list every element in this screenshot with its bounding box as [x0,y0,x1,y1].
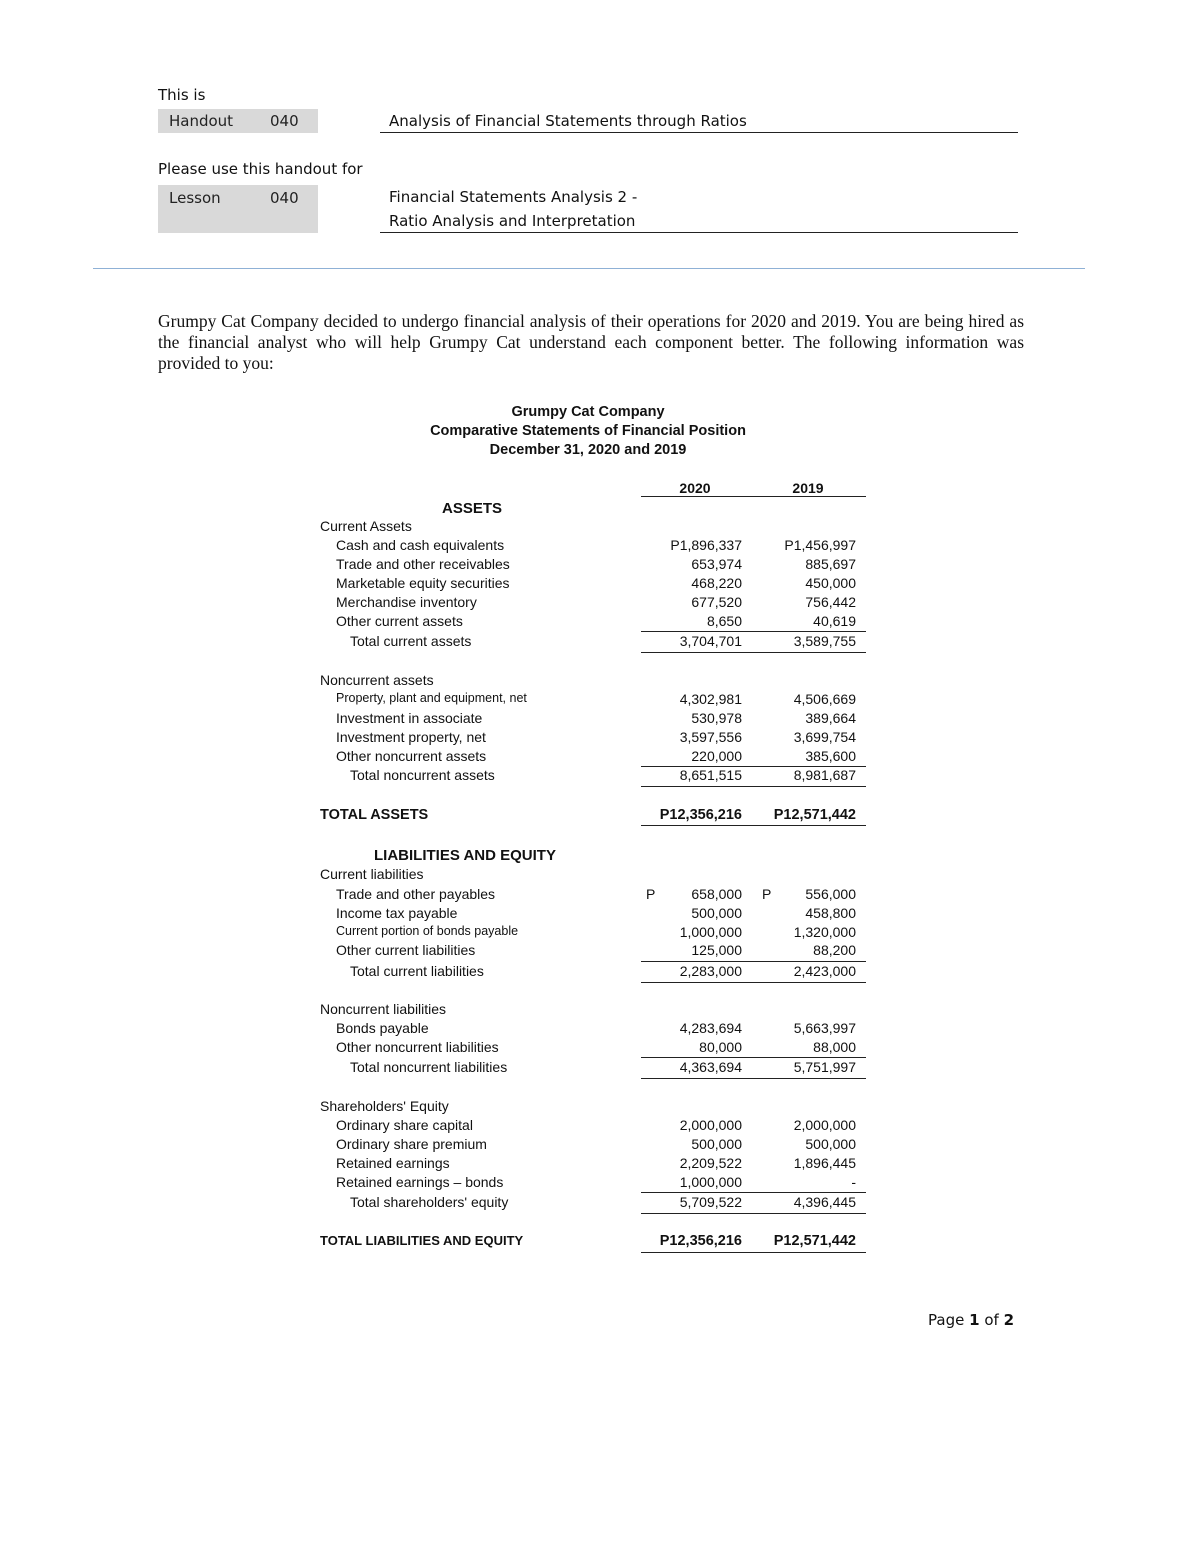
statement-row: Marketable equity securities 468,220 450,000 [336,575,856,591]
lesson-number: 040 [270,189,299,207]
section-divider [93,268,1085,269]
lesson-title-underline [380,232,1018,233]
total-underline [641,786,866,787]
year-2019-header: 2019 [792,480,824,496]
company-name: Grumpy Cat Company [511,404,665,420]
statement-date: December 31, 2020 and 2019 [489,442,687,458]
statement-row: Current portion of bonds payable 1,000,000 1,320,000 [336,924,856,940]
statement-row: Other current liabilities 125,000 88,200 [336,942,856,958]
subtotal-underline [641,766,866,767]
lesson-title-line2: Ratio Analysis and Interpretation [389,212,636,230]
subtotal-underline [641,1192,866,1193]
handout-title-underline [380,132,1018,133]
total-noncurrent-liabilities-row: Total noncurrent liabilities 4,363,694 5,751,997 [350,1059,856,1075]
page-number: Page 1 of 2 [928,1311,1015,1329]
total-underline [641,1078,866,1079]
double-underline [641,825,866,826]
total-underline [641,982,866,983]
statement-row: Other current assets 8,650 40,619 [336,613,856,629]
total-equity-row: Total shareholders' equity 5,709,522 4,396,445 [350,1194,856,1210]
assets-heading: ASSETS [442,500,503,517]
intro-paragraph: Grumpy Cat Company decided to undergo financial analysis of their operations for 2020 and 2019. You are being hired as the financial analyst who will help Grumpy Cat understand each component better. The following information was provided to you: [158,311,1024,373]
statement-row: Ordinary share capital 2,000,000 2,000,000 [336,1117,856,1133]
subtotal-underline [641,1057,866,1058]
equity-heading: Shareholders' Equity [320,1098,449,1114]
please-use-label: Please use this handout for [158,160,363,178]
statement-row: Cash and cash equivalents P1,896,337 P1,456,997 [336,537,856,553]
total-liabilities-equity-row: TOTAL LIABILITIES AND EQUITY P12,356,216 P12,571,442 [320,1233,856,1249]
year-header-underline [641,496,866,497]
statement-row: Income tax payable 500,000 458,800 [336,905,856,921]
total-noncurrent-assets-row: Total noncurrent assets 8,651,515 8,981,687 [350,767,856,783]
subtotal-underline [641,961,866,962]
subtotal-underline [641,631,866,632]
handout-number: 040 [270,112,299,130]
this-is-label: This is [158,86,206,104]
statement-row: Retained earnings – bonds 1,000,000 - [336,1174,856,1190]
statement-row: Merchandise inventory 677,520 756,442 [336,594,856,610]
statement-row: Trade and other receivables 653,974 885,697 [336,556,856,572]
statement-row: Trade and other payables P 658,000 P 556,000 [336,886,856,902]
handout-title: Analysis of Financial Statements through Ratios [389,112,747,130]
lesson-title-line1: Financial Statements Analysis 2 - [389,188,638,206]
statement-row: Bonds payable 4,283,694 5,663,997 [336,1020,856,1036]
statement-row: Investment property, net 3,597,556 3,699,754 [336,729,856,745]
noncurrent-assets-heading: Noncurrent assets [320,672,434,688]
year-2020-header: 2020 [679,480,711,496]
lesson-label: Lesson [169,189,221,207]
total-underline [641,652,866,653]
liabilities-equity-heading: LIABILITIES AND EQUITY [374,847,556,864]
double-underline [641,1252,866,1253]
lesson-label-box [158,185,318,233]
statement-row: Other noncurrent liabilities 80,000 88,000 [336,1039,856,1055]
statement-row: Property, plant and equipment, net 4,302,981 4,506,669 [336,691,856,707]
current-liabilities-heading: Current liabilities [320,866,424,882]
total-current-liabilities-row: Total current liabilities 2,283,000 2,423,000 [350,963,856,979]
handout-label-box [158,109,318,133]
statement-row: Investment in associate 530,978 389,664 [336,710,856,726]
total-underline [641,1213,866,1214]
statement-row: Retained earnings 2,209,522 1,896,445 [336,1155,856,1171]
total-assets-row: TOTAL ASSETS P12,356,216 P12,571,442 [320,807,856,823]
current-assets-heading: Current Assets [320,518,412,534]
noncurrent-liabilities-heading: Noncurrent liabilities [320,1001,447,1017]
statement-title: Comparative Statements of Financial Position [430,423,746,439]
handout-label: Handout [169,112,234,130]
statement-row: Ordinary share premium 500,000 500,000 [336,1136,856,1152]
total-current-assets-row: Total current assets 3,704,701 3,589,755 [350,633,856,649]
statement-row: Other noncurrent assets 220,000 385,600 [336,748,856,764]
